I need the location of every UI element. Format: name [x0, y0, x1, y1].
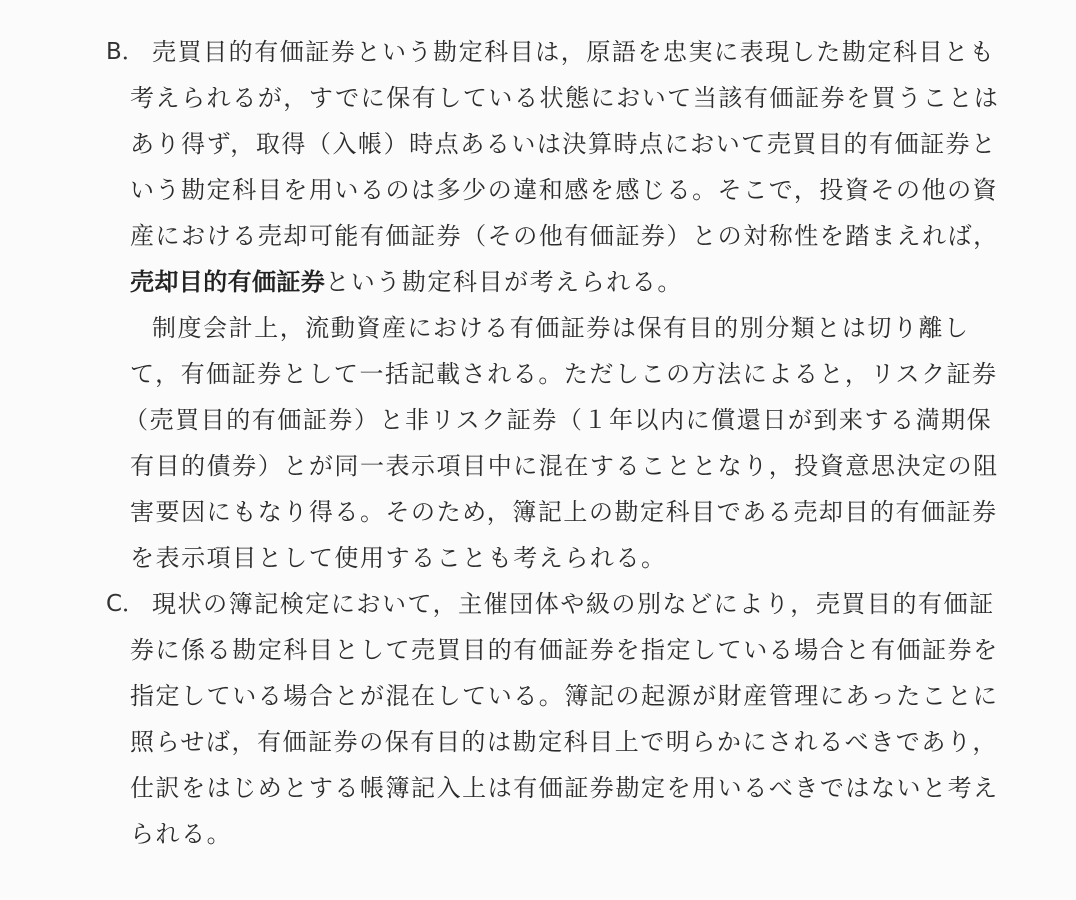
section-b-line-3: あり得ず，取得（入帳）時点あるいは決算時点において売買目的有価証券と [130, 130, 997, 158]
section-c-line-1: 現状の簿記検定において，主催団体や級の別などにより，売買目的有価証 [152, 590, 995, 618]
section-b-para2-line-3: （売買目的有価証券）と非リスク証券（１年以内に償還日が到来する満期保 [124, 406, 993, 434]
section-b-para2-line-2: て，有価証券として一括記載される。ただしこの方法によると，リスク証券 [130, 360, 998, 388]
section-b-line-1: 売買目的有価証券という勘定科目は，原語を忠実に表現した勘定科目とも [152, 38, 996, 66]
section-c-line-4: 照らせば，有価証券の保有目的は勘定科目上で明らかにされるべきであり， [130, 728, 998, 756]
section-c-marker: C． [106, 591, 146, 617]
section-b-para2-line-6: を表示項目として使用することも考えられる。 [130, 544, 667, 572]
section-b-line-2: 考えられるが，すでに保有している状態において当該有価証券を買うことは [130, 84, 1000, 112]
bold-term: 売却目的有価証券 [130, 268, 326, 296]
section-b-para2-line-4: 有目的債券）とが同一表示項目中に混在することとなり，投資意思決定の阻 [130, 452, 999, 480]
section-c-line-2: 券に係る勘定科目として売買目的有価証券を指定している場合と有価証券を [130, 636, 999, 664]
section-c-line-3: 指定している場合とが混在している。簿記の起源が財産管理にあったことに [130, 682, 999, 710]
section-b-para2-line-1: 制度会計上，流動資産における有価証券は保有目的別分類とは切り離し [152, 314, 970, 342]
section-b-para2-line-5: 害要因にもなり得る。そのため，簿記上の勘定科目である売却目的有価証券 [130, 498, 998, 526]
section-c-line-5: 仕訳をはじめとする帳簿記入上は有価証券勘定を用いるべきではないと考え [130, 774, 999, 802]
section-b-line-5: 産における売却可能有価証券（その他有価証券）との対称性を踏まえれば， [130, 222, 999, 250]
section-c-line-6: られる。 [130, 820, 233, 848]
term-suffix: という勘定科目が考えられる。 [325, 268, 683, 296]
section-b-line-4: いう勘定科目を用いるのは多少の違和感を感じる。そこで，投資その他の資 [130, 176, 999, 204]
section-b-line-6 [130, 262, 1000, 302]
section-b-marker: B． [106, 39, 145, 65]
